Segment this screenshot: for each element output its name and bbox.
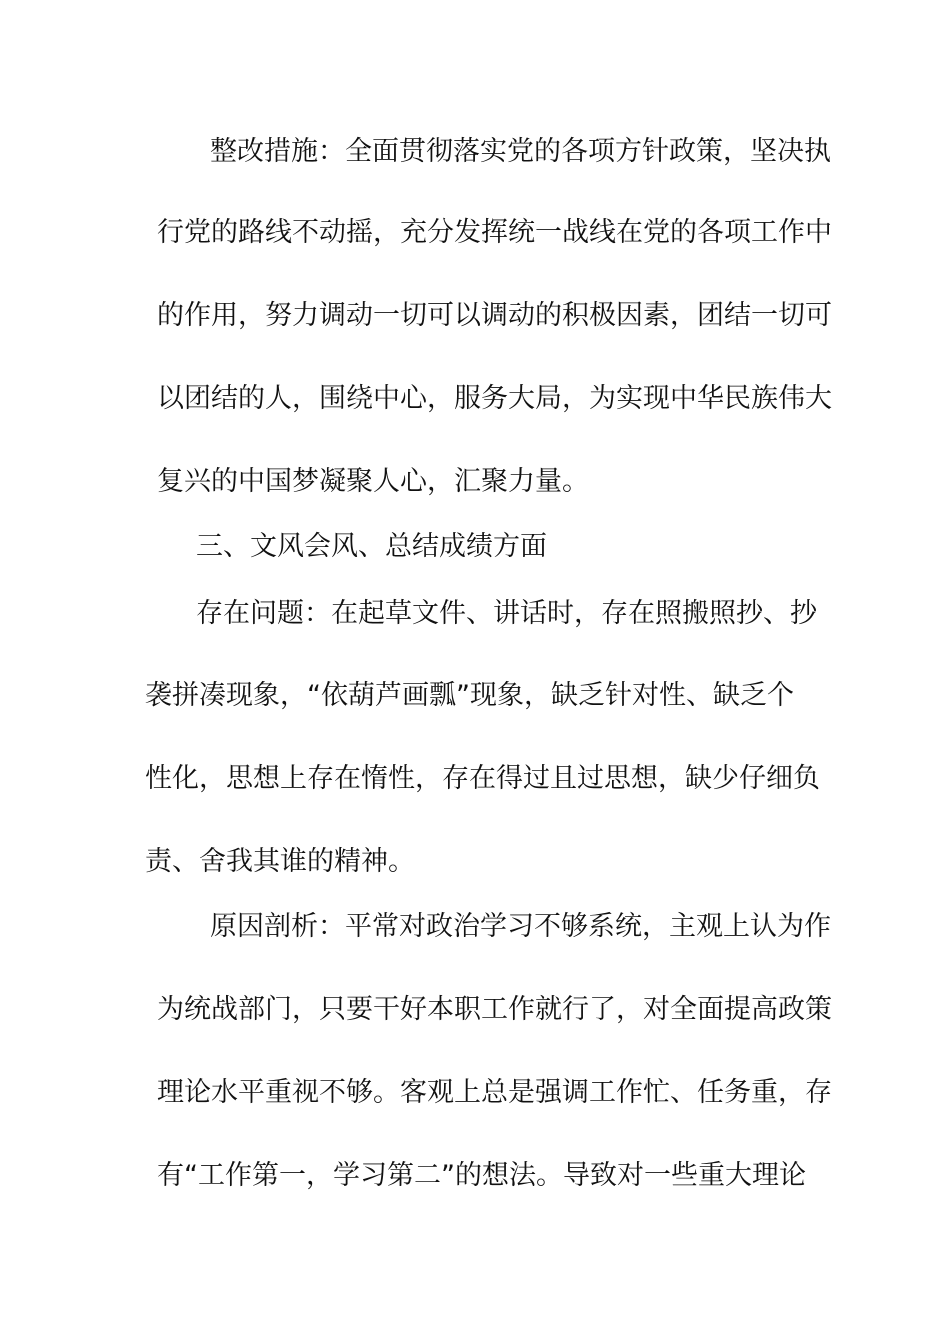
- paragraph-line: 为统战部门，只要干好本职工作就行了，对全面提高政策: [157, 994, 832, 1025]
- paragraph-line: 存在问题：在起草文件、讲话时，存在照搬照抄、抄: [196, 598, 817, 629]
- paragraph-line: 理论水平重视不够。客观上总是强调工作忙、任务重，存: [157, 1077, 832, 1108]
- paragraph-line: 袭拼凑现象，“依葫芦画瓢”现象，缺乏针对性、缺乏个: [145, 680, 794, 711]
- paragraph-line: 有“工作第一，学习第二”的想法。导致对一些重大理论: [157, 1160, 806, 1191]
- paragraph-line: 性化，思想上存在惰性，存在得过且过思想，缺少仔细负: [145, 763, 820, 794]
- paragraph-line: 以团结的人，围绕中心，服务大局，为实现中华民族伟大: [157, 383, 832, 414]
- paragraph-line: 责、舍我其谁的精神。: [145, 846, 415, 877]
- section-heading: 三、文风会风、总结成绩方面: [196, 531, 547, 562]
- paragraph-line: 整改措施：全面贯彻落实党的各项方针政策，坚决执: [210, 136, 831, 167]
- paragraph-line: 复兴的中国梦凝聚人心，汇聚力量。: [157, 466, 589, 497]
- paragraph-line: 原因剖析：平常对政治学习不够系统，主观上认为作: [210, 911, 831, 942]
- paragraph-line: 行党的路线不动摇，充分发挥统一战线在党的各项工作中: [157, 217, 832, 248]
- paragraph-line: 的作用，努力调动一切可以调动的积极因素，团结一切可: [157, 300, 832, 331]
